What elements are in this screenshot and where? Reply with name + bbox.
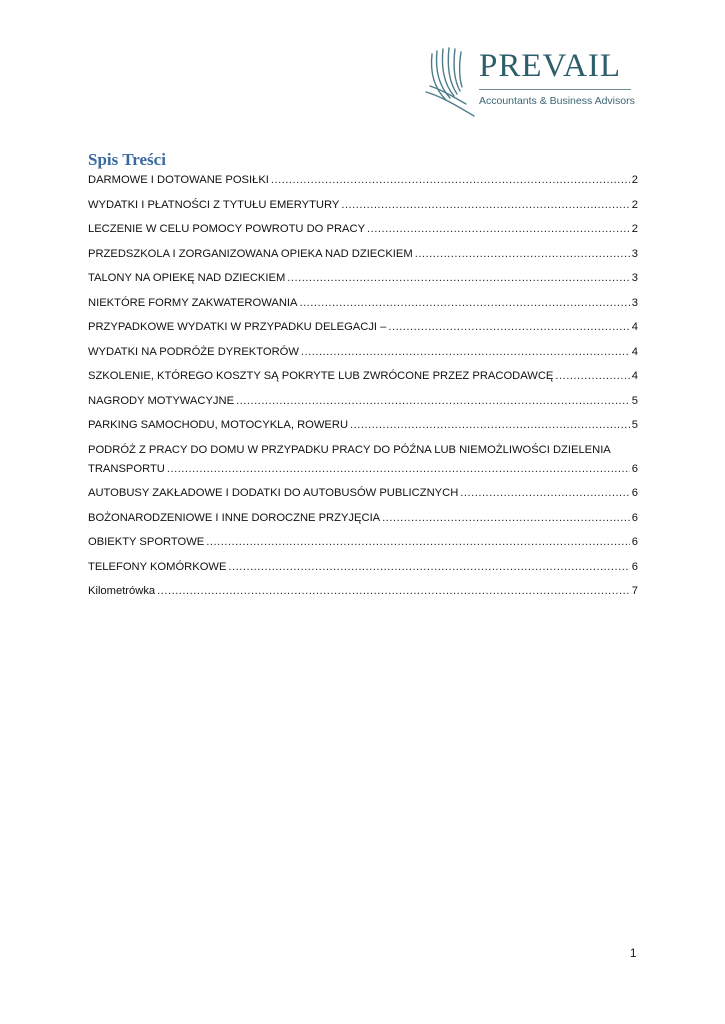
toc-entry-label-line1: PODRÓŻ Z PRACY DO DOMU W PRZYPADKU PRACY DO PÓŹNA LUB NIEMOŻLIWOŚCI DZIELENIA [88, 443, 611, 456]
toc-entry-label: PARKING SAMOCHODU, MOTOCYKLA, ROWERU [88, 419, 349, 431]
logo-divider [479, 89, 631, 90]
toc-entry-label: WYDATKI I PŁATNOŚCI Z TYTUŁU EMERYTURY [88, 198, 340, 211]
toc-entry[interactable] [88, 485, 638, 501]
toc-entry[interactable] [88, 295, 638, 311]
toc-dot-leader [236, 393, 630, 409]
toc-entry-page: 5 [631, 394, 638, 407]
toc-entry-page: 7 [631, 585, 638, 597]
toc-entry[interactable] [88, 583, 638, 599]
toc-entry-label: LECZENIE W CELU POMOCY POWROTU DO PRACY [88, 223, 366, 235]
toc-entry[interactable] [88, 197, 638, 213]
toc-entry-label: BOŻONARODZENIOWE I INNE DOROCZNE PRZYJĘCIA [88, 511, 381, 524]
toc-entry[interactable] [88, 221, 638, 237]
toc-entry[interactable] [88, 368, 638, 384]
logo-brand-name: PREVAIL [479, 48, 622, 84]
toc-entry-page: 2 [631, 198, 638, 211]
toc-entry-label-line2: TRANSPORTU [88, 462, 165, 475]
toc-entry[interactable] [88, 319, 638, 335]
toc-entry[interactable] [88, 344, 638, 360]
toc-dot-leader [555, 368, 629, 384]
toc-entry[interactable] [88, 417, 638, 433]
toc-entry[interactable] [88, 270, 638, 286]
toc-dot-leader [287, 270, 629, 286]
toc-entry-label: NIEKTÓRE FORMY ZAKWATEROWANIA [88, 296, 298, 309]
toc-entry-page: 5 [631, 419, 638, 431]
toc-entry[interactable] [88, 442, 638, 477]
toc-dot-leader [167, 461, 630, 477]
toc-entry-label: WYDATKI NA PODRÓŻE DYREKTORÓW [88, 345, 299, 358]
toc-entry[interactable] [88, 534, 638, 550]
toc-entry-label: TELEFONY KOMÓRKOWE [88, 560, 227, 573]
wing-logo-icon [422, 44, 478, 118]
toc-dot-leader [206, 534, 630, 550]
toc-dot-leader [341, 197, 629, 213]
toc-entry-label: TALONY NA OPIEKĘ NAD DZIECKIEM [88, 272, 286, 284]
page-number: 1 [630, 948, 637, 960]
toc-entry-page: 6 [631, 511, 638, 524]
toc-entry-label: SZKOLENIE, KTÓREGO KOSZTY SĄ POKRYTE LUB ZWRÓCONE PRZEZ PRACODAWCĘ [88, 370, 554, 382]
company-logo [422, 44, 642, 118]
toc-entry-page: 3 [631, 296, 638, 309]
toc-entry[interactable] [88, 510, 638, 526]
table-of-contents [88, 172, 638, 608]
toc-dot-leader [350, 417, 630, 433]
toc-entry-page: 2 [631, 223, 638, 235]
toc-entry-label: DARMOWE I DOTOWANE POSIŁKI [88, 174, 269, 186]
toc-title: Spis Treści [88, 150, 166, 169]
toc-dot-leader [460, 485, 629, 501]
toc-entry-label: NAGRODY MOTYWACYJNE [88, 394, 235, 407]
toc-entry-page: 6 [631, 560, 638, 573]
toc-entry-page: 3 [631, 247, 638, 260]
toc-dot-leader [367, 221, 630, 237]
toc-dot-leader [382, 510, 630, 526]
toc-entry-label: OBIEKTY SPORTOWE [88, 536, 205, 548]
toc-entry-page: 3 [631, 272, 638, 284]
toc-entry-page: 6 [631, 487, 638, 499]
toc-entry-page: 6 [631, 536, 638, 548]
toc-entry-label: AUTOBUSY ZAKŁADOWE I DODATKI DO AUTOBUSÓW PUBLICZNYCH [88, 487, 459, 499]
toc-dot-leader [228, 559, 629, 575]
toc-entry-label: PRZYPADKOWE WYDATKI W PRZYPADKU DELEGACJI – [88, 321, 387, 333]
toc-dot-leader [157, 583, 630, 599]
toc-dot-leader [301, 344, 630, 360]
toc-entry-page: 4 [631, 370, 638, 382]
toc-entry[interactable] [88, 559, 638, 575]
toc-entry[interactable] [88, 246, 638, 262]
toc-entry-label: PRZEDSZKOLA I ZORGANIZOWANA OPIEKA NAD DZIECKIEM [88, 247, 413, 260]
toc-dot-leader [299, 295, 629, 311]
toc-entry-page: 4 [631, 345, 638, 358]
toc-entry-page: 2 [631, 174, 638, 186]
toc-entry-page: 6 [631, 462, 638, 475]
toc-dot-leader [388, 319, 629, 335]
toc-entry[interactable] [88, 393, 638, 409]
toc-dot-leader [415, 246, 630, 262]
toc-dot-leader [271, 172, 630, 188]
toc-entry-label: Kilometrówka [88, 585, 156, 597]
logo-tagline: Accountants & Business Advisors [479, 95, 635, 107]
toc-entry[interactable] [88, 172, 638, 188]
toc-entry-page: 4 [631, 321, 638, 333]
